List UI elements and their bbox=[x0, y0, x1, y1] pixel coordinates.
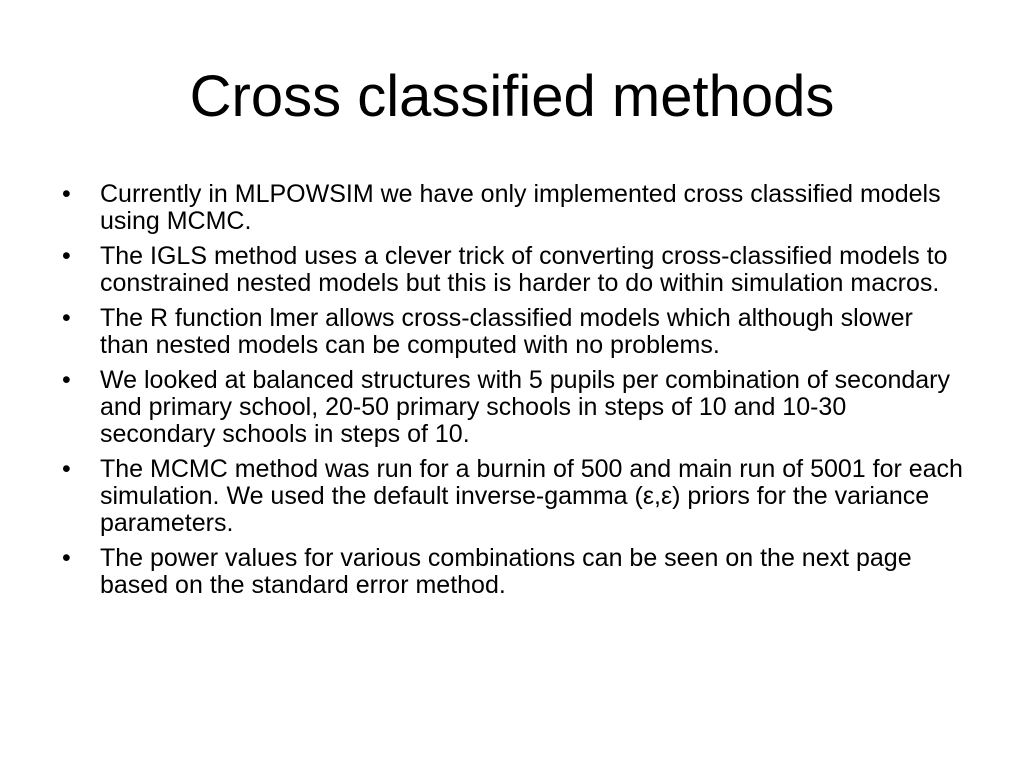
bullet-marker: • bbox=[62, 180, 71, 208]
bullet-text: We looked at balanced structures with 5 pupils per combination of secondary and primary school, 20-50 primary schools in steps of 10 and 10-30 secondary schools in steps of 10. bbox=[100, 366, 951, 448]
bullet-marker: • bbox=[62, 544, 71, 572]
bullet-marker: • bbox=[62, 366, 71, 394]
bullet-marker: • bbox=[62, 242, 71, 270]
bullet-item bbox=[62, 367, 967, 448]
bullet-marker: • bbox=[62, 455, 71, 483]
bullet-text: The power values for various combinations can be seen on the next page based on the standard error method. bbox=[100, 544, 912, 599]
bullet-marker: • bbox=[62, 304, 71, 332]
bullet-item bbox=[62, 243, 967, 297]
bullet-list bbox=[62, 181, 967, 607]
bullet-item bbox=[62, 545, 967, 599]
bullet-item bbox=[62, 181, 967, 235]
bullet-text: The IGLS method uses a clever trick of converting cross-classified models to constrained nested models but this is harder to do within simulation macros. bbox=[100, 242, 948, 297]
bullet-text: The R function lmer allows cross-classified models which although slower than nested models can be computed with no problems. bbox=[100, 304, 913, 359]
bullet-item bbox=[62, 456, 967, 537]
slide-title: Cross classified methods bbox=[189, 64, 835, 129]
bullet-item bbox=[62, 305, 967, 359]
bullet-text: Currently in MLPOWSIM we have only implemented cross classified models using MCMC. bbox=[100, 180, 941, 235]
bullet-text: The MCMC method was run for a burnin of 500 and main run of 5001 for each simulation. We used the default inverse-gamma (ε,ε) priors for the variance parameters. bbox=[100, 455, 963, 537]
